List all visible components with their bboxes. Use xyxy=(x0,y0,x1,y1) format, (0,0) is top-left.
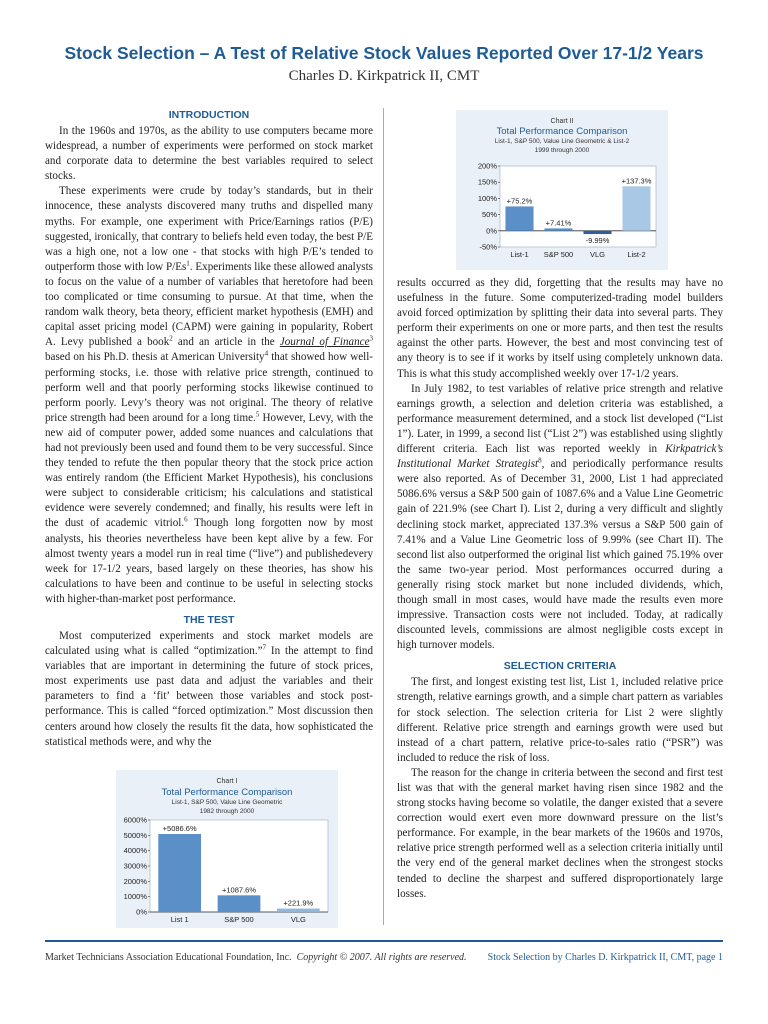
category-label: VLG xyxy=(589,250,606,259)
category-label: List-1 xyxy=(510,250,529,259)
footnote-ref: 2 xyxy=(169,334,173,343)
paragraph-continued: results occurred as they did, forgetting that the results may have no usefulness in the future. Some computerized-trading model builders avoid forced optimization by splitting their data into several parts. They perform their experiments on one or more parts, and then test the results against the other parts. However, the best and most convincing test of any theory is to see if it works by itself using completely unknown data. This is what this study accomplished weekly over 17-1/2 years. xyxy=(397,277,723,380)
bar-list-2 xyxy=(622,186,650,230)
journal-of-finance-ref: Journal of Finance xyxy=(279,336,370,349)
footer-page-info: Stock Selection by Charles D. Kirkpatrick II, CMT, page 1 xyxy=(487,952,723,963)
chart-subtitle: List-1, S&P 500, Value Line Geometric xyxy=(171,799,283,806)
footnote-ref: 7 xyxy=(262,643,267,652)
footer-left: Market Technicians Association Educational Foundation, Inc. Copyright © 2007. All rights are reserved. xyxy=(45,952,467,963)
data-label: -9.99% xyxy=(585,236,610,246)
introduction-heading: INTRODUCTION xyxy=(168,109,250,121)
data-label: +7.41% xyxy=(545,218,572,228)
y-tick-label: 50% xyxy=(481,210,497,220)
chart-1-svg xyxy=(116,770,338,928)
y-tick-label: 6000% xyxy=(123,815,147,825)
chart-subtitle: List-1, S&P 500, Value Line Geometric & List-2 xyxy=(494,138,630,145)
footer-rule xyxy=(45,940,723,942)
strategist-ref: Kirkpatrick’s Institutional Market Strategist xyxy=(397,443,723,471)
paragraph-selection-2: The reason for the change in criteria between the second and first test list was that with the general market having risen since 1982 and the strong stocks having become so volatile, the danger existed that a severe correction would exert even more downward pressure on the list’s performance. For example, in the bear markets of the 1960s and 1970s, relative price strength performed well as a selection criteria initially until the very end of the general market declines when the strongest stocks tended to decline the sharpest and suffered disproportionately large losses. xyxy=(397,766,723,900)
the-test-heading: THE TEST xyxy=(183,614,235,626)
chart-title: Total Performance Comparison xyxy=(161,787,293,798)
category-label: List-2 xyxy=(627,250,646,259)
left-column xyxy=(45,108,373,750)
bar-s-p-500 xyxy=(218,895,261,912)
chart-label: Chart II xyxy=(550,118,574,125)
chart-period: 1982 through 2000 xyxy=(199,808,255,815)
y-tick-label: 5000% xyxy=(123,830,147,840)
category-label: VLG xyxy=(290,915,306,924)
chart-label: Chart I xyxy=(216,778,238,785)
chart-period: 1999 through 2000 xyxy=(534,147,590,154)
y-tick-label: 3000% xyxy=(123,861,147,871)
paragraph-intro-1: In the 1960s and 1970s, as the ability to use computers became more widespread, a number of experiments were performed on stock market and corporate data to determine the best variables required to select stocks. xyxy=(45,125,373,183)
paragraph-july-1982: In July 1982, to test variables of relative price strength and relative earnings growth, a selection and deletion criteria was established, a performance measurement determined, and a stock list developed (“List 1”). Later, in 1999, a second list (“List 2”) was established using slightly different criteria. Each list was reported weekly in Kirkpatrick’s Institutional Market Strategist$^8$, and periodically performance results were also reported. As of December 31, 2000, List 1 had appreciated 5086.6% versus a S&P 500 gain of 1087.6% and a Value Line Geometric gain of 221.9% (see Chart I). List 2, during a very difficult and slightly declining stock market, appreciated 137.3% versus a S&P 500 gain of 7.41% and a Value Line Geometric loss of 9.99% (see Chart II). The second list also outperformed the original list which gained 75.19% over the same two-year period. Most performances occurred during a generally rising stock market but none included dividends, which, though small in most cases, would have made the results even more impressive. Transaction costs were not included. Today, at radically discounted levels, commissions are almost negligible costs except in high turnover models. xyxy=(397,382,723,652)
bar-list-1 xyxy=(505,206,533,230)
paragraph-intro-2: These experiments were crude by today’s standards, but in their innocence, these analysts discovered many truths and dispelled many myths. For example, one experiment with Price/Earnings ratios (P/E) suggested, ironically, that contrary to beliefs held even today, the best P/E was a high one, not a low one - that stocks with high P/E’s tended to outperform those with low P/Es$^1$. Experiments like these allowed analysts to focus on the value of a number of variables that heretofore had been too complicated or time consuming to pursue. At that time, when the random walk theory, beta theory, efficient market hypothesis (EMH) and capital asset pricing model (CAPM) were gaining in popularity, Robert A. Levy published a book$^2$ and an article in the Journal of Finance$^3$ based on his Ph.D. thesis at American University$^4$ that showed how well-performing stocks, i.e. those with relative price strength, continued to perform well and that poorly performing stocks likewise continued to perform poorly. Levy’s theory was not original. The theory of relative price strength had been around for a long time.$^5$ However, Levy, with the new aid of computer power, added some nuances and calculations that had not previously been used and found them to be very successful. Since they tended to refute the then popular theory that the stock price action was entirely random (the Efficient Market Hypothesis), his conclusions were subject to considerable criticism; his calculations and statistical evidence were severely condemned; and finally, his results were left in the dust of academic vitriol.$^6$ Though long forgotten now by most analysts, his theories nevertheless have been kept alive by a few. For almost twenty years a model run in real time (“live”) and publishedevery week for 17-1/2 years, based largely on these theories, has show his calculations to have been and continue to be useful in selecting stocks with higher-than-market post performance. xyxy=(45,185,373,605)
paragraph-test: Most computerized experiments and stock market models are calculated using what is called “optimization.”$^7$ In the attempt to find variables that are important in determining the future of stock prices, most experiments use past data and adjust the variables and their parameters to find a ‘fit’ between those variables and stock post-performance. This is called “forced optimization.” Most discussion then centers around how closely the results fit the data, how sophisticated the statistical methods were, and why the xyxy=(45,630,374,748)
category-label: List 1 xyxy=(170,915,189,924)
chart-1 xyxy=(116,770,338,928)
y-tick-label: 100% xyxy=(477,193,497,203)
footnote-ref: 4 xyxy=(264,349,269,358)
data-label: +137.3% xyxy=(621,176,652,186)
category-label: S&P 500 xyxy=(543,250,574,259)
category-label: S&P 500 xyxy=(224,915,254,924)
data-label: +1087.6% xyxy=(222,885,256,895)
paper-title: Stock Selection – A Test of Relative Stock Values Reported Over 17-1/2 Years xyxy=(64,43,704,63)
footnote-ref: 3 xyxy=(369,334,373,343)
footer-copyright: Copyright © 2007. All rights are reserved. xyxy=(296,952,467,963)
bar-s-p-500 xyxy=(544,228,572,230)
footnote-ref: 6 xyxy=(184,515,188,524)
y-tick-label: 0% xyxy=(486,226,497,236)
bar-list-1 xyxy=(158,834,201,912)
author-name: Charles D. Kirkpatrick II, CMT xyxy=(288,68,480,84)
y-tick-label: 1000% xyxy=(123,892,147,902)
footnote-ref: 8 xyxy=(538,456,542,465)
chart-2-svg xyxy=(456,110,668,270)
right-column xyxy=(397,276,723,902)
y-tick-label: 2000% xyxy=(123,876,147,886)
chart-2 xyxy=(456,110,668,270)
data-label: +221.9% xyxy=(283,898,314,908)
y-tick-label: 200% xyxy=(477,161,497,171)
paragraph-selection-1: The first, and longest existing test list, List 1, included relative price strength, relative earnings growth, and a simple chart pattern as variables for stock selection. The selection criteria for List 2 were slightly different. Relative price strength and earnings growth were used but instead of a chart pattern, relative price-to-sales ratio (“PSR”) was included to reduce the risk of loss. xyxy=(397,676,723,764)
y-tick-label: 150% xyxy=(477,177,497,187)
selection-criteria-heading: SELECTION CRITERIA xyxy=(503,660,617,673)
bar-vlg xyxy=(277,909,320,912)
chart-title: Total Performance Comparison xyxy=(496,126,628,137)
data-label: +5086.6% xyxy=(162,824,197,834)
data-label: +75.2% xyxy=(506,196,533,206)
bar-vlg xyxy=(583,231,611,234)
footnote-ref: 5 xyxy=(255,410,260,419)
y-tick-label: 4000% xyxy=(123,846,147,856)
footnote-ref: 1 xyxy=(186,259,190,268)
column-divider xyxy=(383,108,384,925)
y-tick-label: -50% xyxy=(479,242,497,252)
y-tick-label: 0% xyxy=(136,907,147,917)
